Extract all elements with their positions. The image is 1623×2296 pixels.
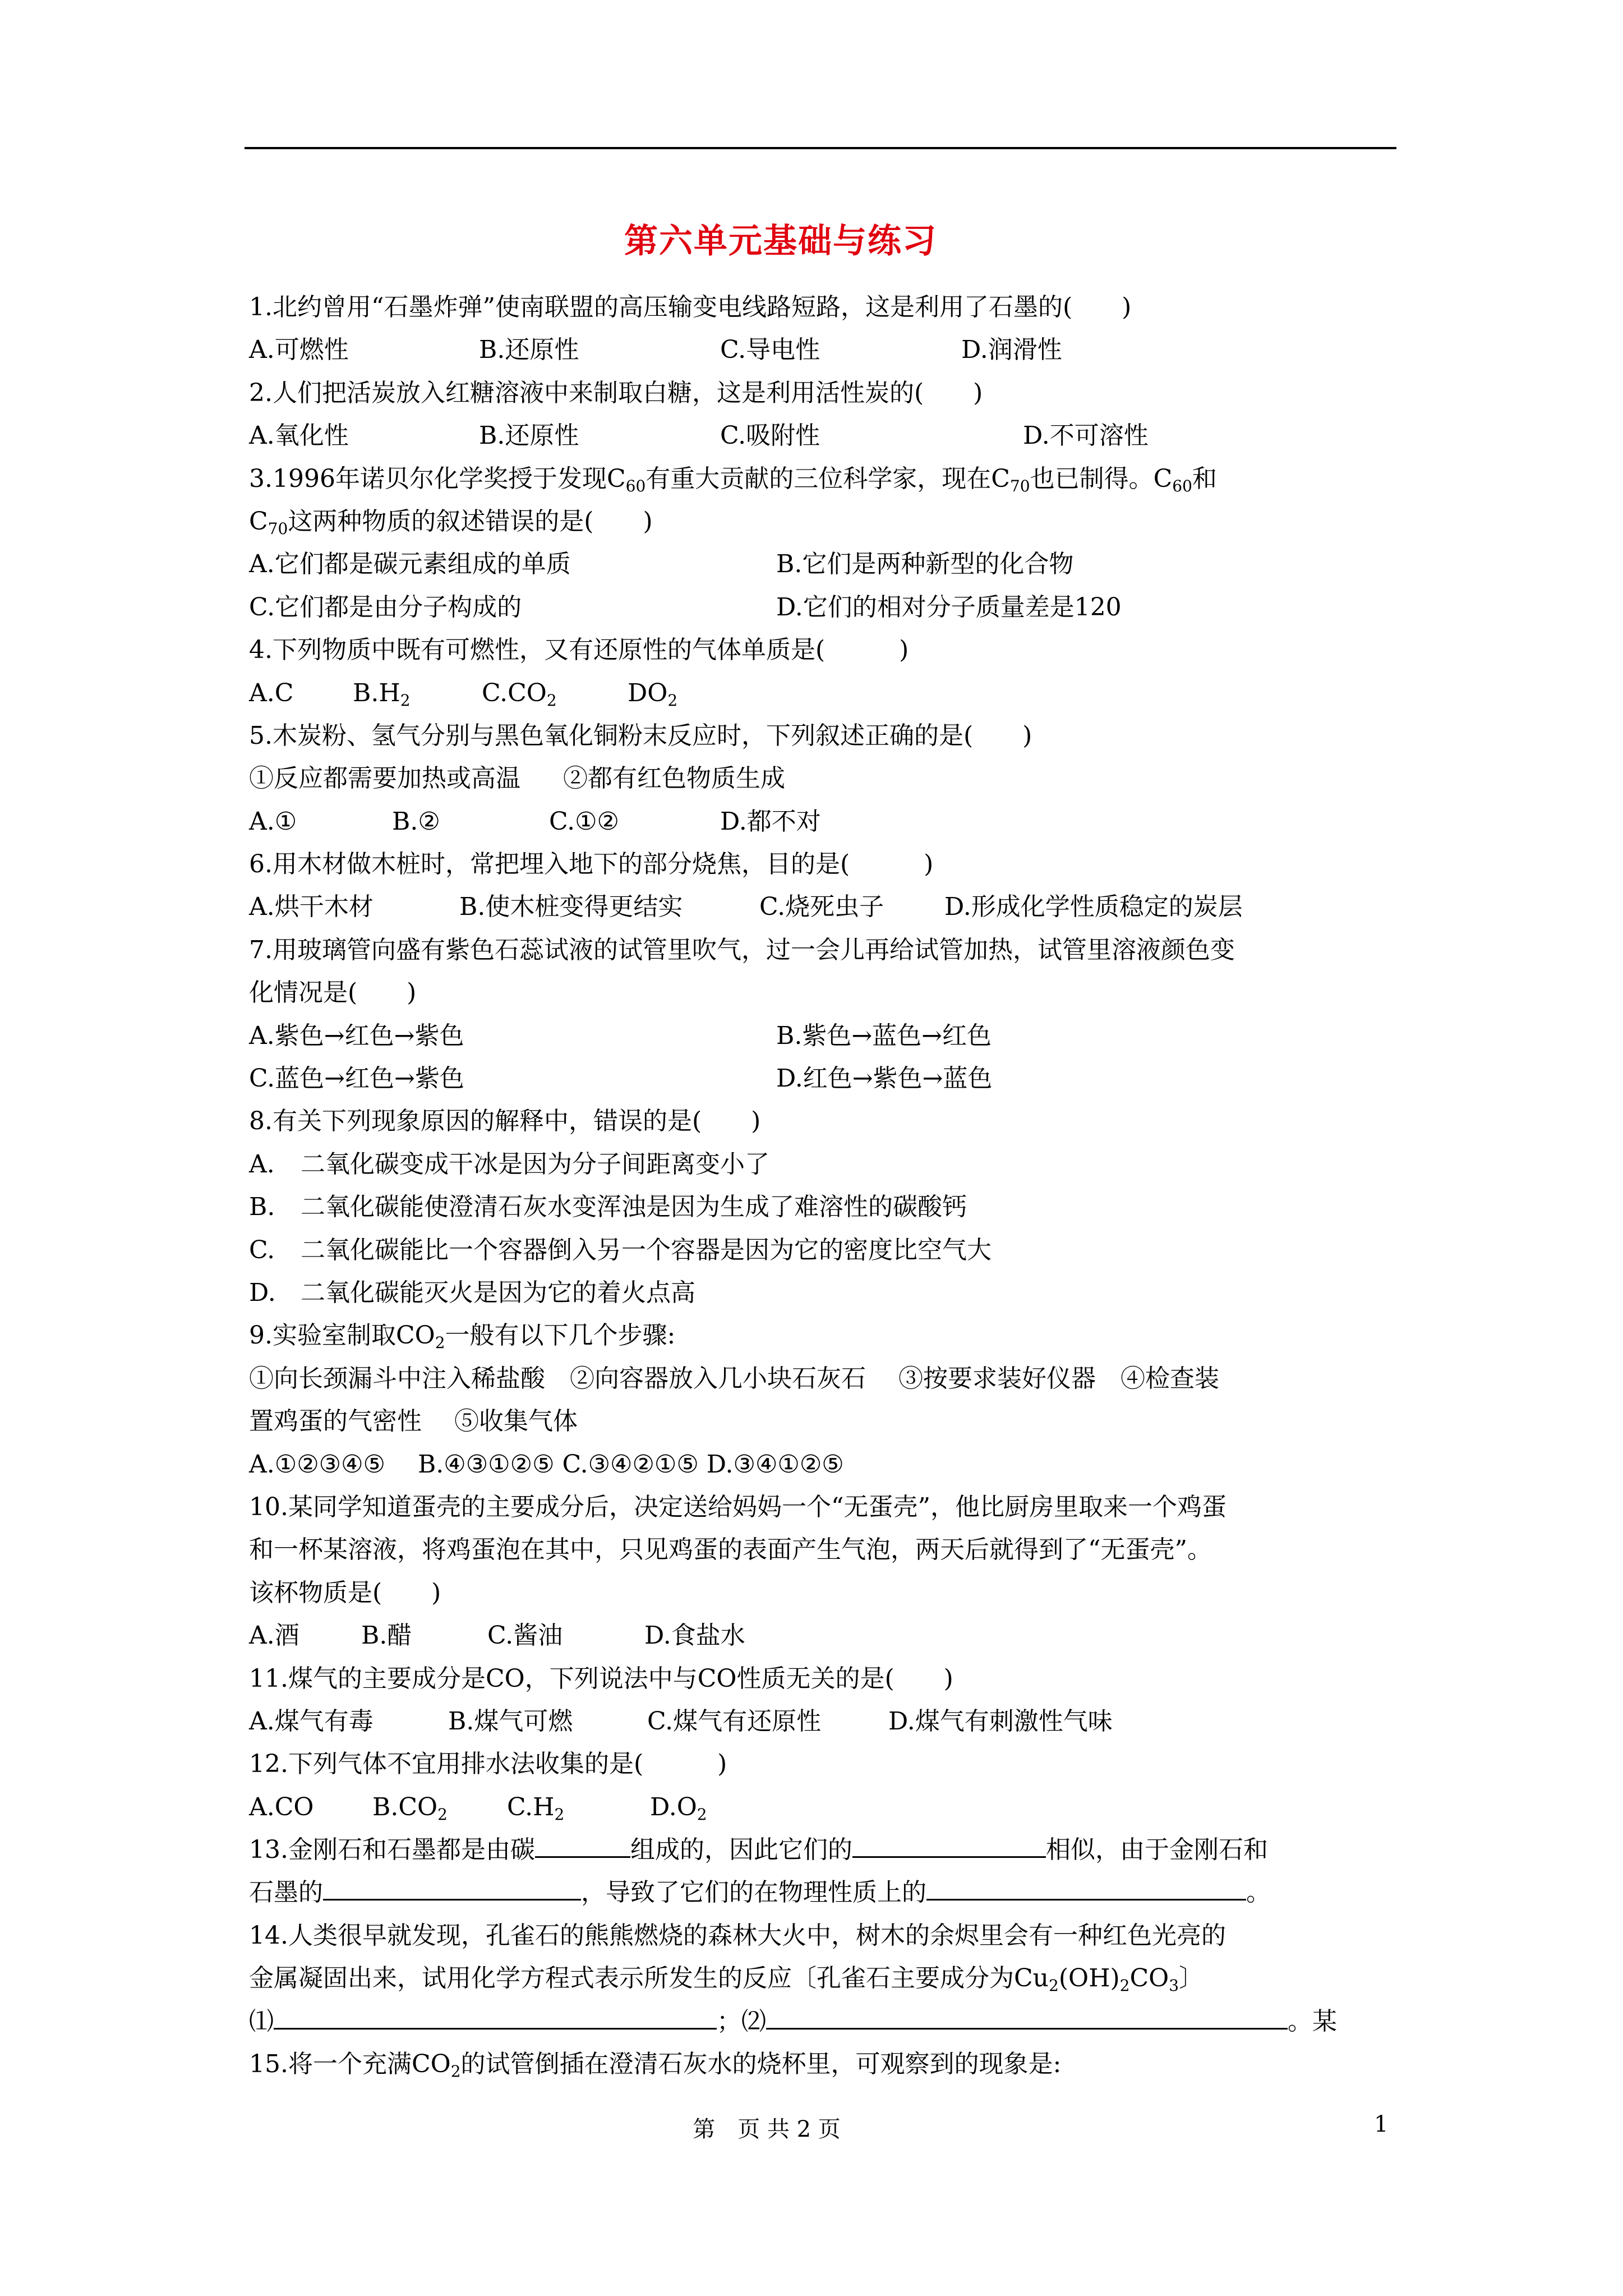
q13-blank-1[interactable] — [535, 1832, 630, 1858]
q10-stem-line2: 和一杯某溶液，将鸡蛋泡在其中，只见鸡蛋的表面产生气泡，两天后就得到了“无蛋壳”。 — [249, 1535, 1212, 1565]
q7-option-a: A.紫色→红色→紫色 — [249, 1021, 464, 1050]
q2-option-b: B.还原性 — [479, 421, 579, 450]
q14-blank-2[interactable] — [766, 2003, 1288, 2030]
q9-stem: 9.实验室制取$CO_2$一般有以下几个步骤: — [249, 1321, 676, 1352]
q3-option-d: D.它们的相对分子质量差是120 — [776, 592, 1122, 622]
q1-option-b: B.还原性 — [479, 335, 579, 365]
q8-option-b-label: B. — [249, 1193, 275, 1222]
q13-text-4: 石墨的 — [249, 1878, 323, 1907]
q7-options-cd — [249, 1057, 1399, 1100]
q14-stem-line1: 14.人类很早就发现，孔雀石的熊熊燃烧的森林大火中，树木的余烬里会有一种红色光亮的 — [249, 1921, 1226, 1950]
q4-option-d: $DO_2$ — [628, 678, 678, 710]
q8-option-b — [249, 1186, 1399, 1228]
q3-stem-line2: $C_{70}$这两种物质的叙述错误的是( ) — [249, 507, 653, 538]
q5-statement-1: ①反应都需要加热或高温 — [249, 764, 520, 793]
q5-statements — [249, 757, 1399, 800]
question-list — [249, 286, 1399, 2086]
q1-option-a: A.可燃性 — [249, 335, 349, 365]
q13-text-3: 相似，由于金刚石和 — [1045, 1835, 1268, 1865]
q9-steps-line1: ①向长颈漏斗中注入稀盐酸 ②向容器放入几小块石灰石 ③按要求装好仪器 ④检查装 — [249, 1364, 1219, 1393]
q11-option-d: D.煤气有刺激性气味 — [888, 1706, 1113, 1736]
q8-stem: 8.有关下列现象原因的解释中，错误的是( ) — [249, 1107, 761, 1136]
q8-option-d-text: 二氧化碳能灭火是因为它的着火点高 — [301, 1278, 695, 1307]
q6-option-c: C.烧死虫子 — [759, 892, 884, 922]
q10-stem-line1: 10.某同学知道蛋壳的主要成分后，决定送给妈妈一个“无蛋壳”，他比厨房里取来一个鸡蛋 — [249, 1492, 1227, 1521]
q10-option-d: D.食盐水 — [644, 1621, 745, 1650]
q8-option-b-text: 二氧化碳能使澄清石灰水变浑浊是因为生成了难溶性的碳酸钙 — [301, 1193, 967, 1222]
page-footer: 第 页 共 2 页 — [693, 2116, 841, 2142]
q13-text-5: ，导致了它们的在物理性质上的 — [581, 1878, 926, 1907]
q5-option-d: D.都不对 — [720, 807, 821, 836]
q6-option-d: D.形成化学性质稳定的炭层 — [944, 892, 1243, 922]
q1-option-c: C.导电性 — [720, 335, 820, 365]
q15-stem: 15.将一个充满$CO_2$的试管倒插在澄清石灰水的烧杯里，可观察到的现象是: — [249, 2050, 1062, 2081]
q10-options — [249, 1614, 1399, 1657]
q10-option-a: A.酒 — [249, 1621, 299, 1650]
q4-option-a: A.C — [249, 678, 294, 707]
q12-options — [249, 1786, 1399, 1829]
q7-option-c: C.蓝色→红色→紫色 — [249, 1064, 464, 1093]
q2-options — [249, 415, 1399, 457]
q6-stem: 6.用木材做木桩时，常把埋入地下的部分烧焦，目的是( ) — [249, 850, 934, 879]
q13-text-1: 13.金刚石和石墨都是由碳 — [249, 1835, 535, 1865]
q10-stem-line3: 该杯物质是( ) — [249, 1578, 441, 1607]
q6-option-b: B.使木桩变得更结实 — [459, 892, 683, 922]
q4-stem: 4.下列物质中既有可燃性，又有还原性的气体单质是( ) — [249, 636, 909, 665]
q8-option-a — [249, 1143, 1399, 1186]
q4-option-c: $C.CO_2$ — [482, 678, 557, 710]
q11-option-b: B.煤气可燃 — [448, 1706, 573, 1736]
q8-option-c-text: 二氧化碳能比一个容器倒入另一个容器是因为它的密度比空气大 — [301, 1235, 992, 1264]
q13-blank-2[interactable] — [852, 1832, 1046, 1858]
q9-steps-line2: 置鸡蛋的气密性 ⑤收集气体 — [249, 1407, 578, 1436]
q11-options — [249, 1700, 1399, 1743]
q12-option-a: A.CO — [249, 1792, 314, 1821]
q3-option-b: B.它们是两种新型的化合物 — [776, 550, 1074, 579]
q3-option-c: C.它们都是由分子构成的 — [249, 592, 522, 622]
q5-stem: 5.木炭粉、氢气分别与黑色氧化铜粉末反应时，下列叙述正确的是( ) — [249, 721, 1032, 750]
q2-option-d: D.不可溶性 — [1023, 421, 1149, 450]
q11-stem: 11.煤气的主要成分是CO，下列说法中与CO性质无关的是( ) — [249, 1664, 953, 1693]
q3-options-ab — [249, 543, 1399, 586]
q13-blank-4[interactable] — [926, 1874, 1246, 1901]
q13-line2 — [249, 1871, 1399, 1914]
q8-option-c-label: C. — [249, 1235, 275, 1264]
q8-option-a-label: A. — [249, 1149, 275, 1179]
q14-suffix: 。某 — [1288, 2007, 1337, 2036]
q1-options — [249, 329, 1399, 371]
q8-option-d — [249, 1272, 1399, 1314]
page-title: 第六单元基础与练习 — [624, 222, 937, 261]
q12-option-b: $B.CO_2$ — [372, 1792, 448, 1824]
q7-option-d: D.红色→紫色→蓝色 — [776, 1064, 993, 1093]
q5-options — [249, 800, 1399, 843]
q14-stem-line2: 金属凝固出来，试用化学方程式表示所发生的反应〔孔雀石主要成分为$Cu_2(OH)_2CO_3$〕 — [249, 1964, 1204, 1995]
q12-option-d: $D.O_2$ — [650, 1792, 707, 1824]
q5-option-b: B.② — [392, 807, 440, 836]
q9-options: A.①②③④⑤ B.④③①②⑤ C.③④②①⑤ D.③④①②⑤ — [249, 1450, 844, 1479]
q5-option-c: C.①② — [549, 807, 619, 836]
q14-label-1: ⑴ — [249, 2007, 274, 2036]
q8-option-c — [249, 1229, 1399, 1272]
q8-option-a-text: 二氧化碳变成干冰是因为分子间距离变小了 — [301, 1149, 769, 1179]
q5-statement-2: ②都有红色物质生成 — [563, 764, 785, 793]
q7-option-b: B.紫色→蓝色→红色 — [776, 1021, 992, 1050]
q1-stem: 1.北约曾用“石墨炸弹”使南联盟的高压输变电线路短路，这是利用了石墨的( ) — [249, 293, 1132, 321]
q12-stem: 12.下列气体不宜用排水法收集的是( ) — [249, 1750, 727, 1779]
q10-option-c: C.酱油 — [487, 1621, 563, 1650]
q13-line1 — [249, 1829, 1399, 1871]
q4-options — [249, 672, 1399, 715]
q8-option-d-label: D. — [249, 1278, 276, 1307]
header-rule — [245, 147, 1396, 149]
q2-option-c: C.吸附性 — [720, 421, 820, 450]
q10-option-b: B.醋 — [361, 1621, 412, 1650]
q11-option-c: C.煤气有还原性 — [647, 1706, 822, 1736]
q13-text-6: 。 — [1246, 1878, 1271, 1907]
q3-options-cd — [249, 586, 1399, 629]
q7-options-ab — [249, 1015, 1399, 1057]
q14-answer-line — [249, 2000, 1399, 2043]
q12-option-c: $C.H_2$ — [507, 1792, 565, 1824]
q14-blank-1[interactable] — [274, 2003, 717, 2030]
q2-option-a: A.氧化性 — [249, 421, 349, 450]
q13-text-2: 组成的，因此它们的 — [630, 1835, 852, 1865]
q2-stem: 2.人们把活炭放入红糖溶液中来制取白糖，这是利用活性炭的( ) — [249, 378, 983, 407]
q1-option-d: D.润滑性 — [961, 335, 1062, 365]
q6-option-a: A.烘干木材 — [249, 892, 374, 922]
q11-option-a: A.煤气有毒 — [249, 1706, 374, 1736]
page-number: 1 — [1374, 2111, 1389, 2137]
q6-options — [249, 886, 1399, 928]
q14-label-2: ；⑵ — [717, 2007, 766, 2036]
q13-blank-3[interactable] — [323, 1874, 581, 1901]
q7-stem-line1: 7.用玻璃管向盛有紫色石蕊试液的试管里吹气，过一会儿再给试管加热，试管里溶液颜色变 — [249, 935, 1235, 964]
q5-option-a: A.① — [249, 807, 297, 836]
q3-option-a: A.它们都是碳元素组成的单质 — [249, 550, 571, 579]
q7-stem-line2: 化情况是( ) — [249, 978, 417, 1007]
q4-option-b: $B.H_2$ — [353, 678, 411, 710]
q3-stem-line1: 3.1996年诺贝尔化学奖授于发现$C_{60}$有重大贡献的三位科学家，现在$C_{70}$也已制得。$C_{60}$和 — [249, 464, 1217, 495]
